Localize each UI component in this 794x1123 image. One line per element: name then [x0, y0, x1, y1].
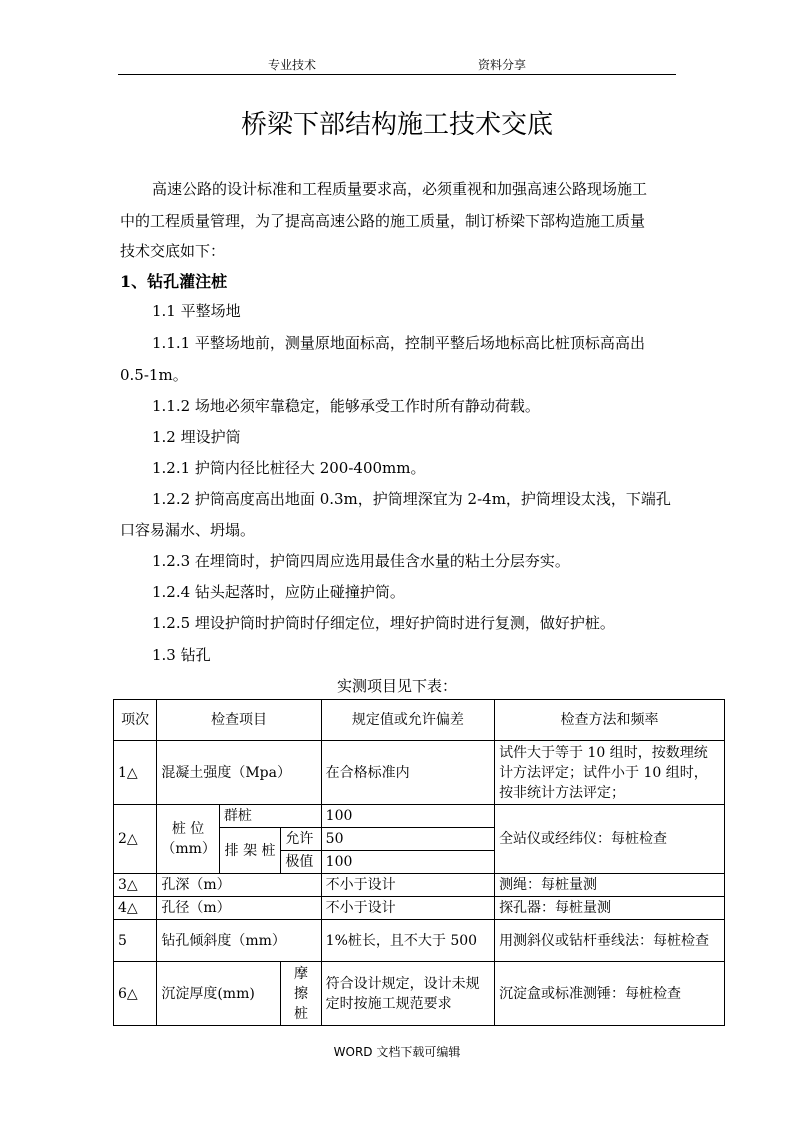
para-1-2-3: 1.2.3 在埋筒时，护筒四周应选用最佳含水量的粘土分层夯实。	[152, 552, 570, 570]
page-footer: WORD 文档下载可编辑	[333, 1045, 461, 1059]
row-item: 钻孔倾斜度（mm）	[157, 920, 321, 962]
inspection-table	[113, 699, 725, 1026]
para-1-1-1-cont: 0.5-1m。	[120, 366, 188, 384]
row-spec: 1%桩长，且不大于 500	[321, 920, 494, 962]
row-subitem: 摩 擦 桩	[281, 962, 321, 1026]
row-no: 5	[114, 920, 157, 962]
subsection-1-2: 1.2 埋设护筒	[152, 428, 241, 446]
row-method: 测绳：每桩量测	[495, 874, 725, 897]
table-row	[114, 962, 725, 1026]
table-row	[114, 874, 725, 897]
row-spec: 100	[321, 851, 494, 874]
col-header-method: 检查方法和频率	[495, 700, 725, 741]
para-1-1-2: 1.1.2 场地必须牢靠稳定，能够承受工作时所有静动荷载。	[152, 397, 540, 415]
para-1-2-2-cont: 口容易漏水、坍塌。	[120, 521, 256, 539]
para-1-2-2: 1.2.2 护筒高度高出地面 0.3m，护筒埋深宜为 2-4m，护筒埋设太浅，下端孔	[152, 490, 671, 508]
row-spec: 100	[321, 805, 494, 828]
row-spec: 50	[321, 828, 494, 851]
row-item: 混凝土强度（Mpa）	[157, 741, 321, 805]
row-method: 用测斜仪或钻杆垂线法：每桩检查	[495, 920, 725, 962]
row-no: 2△	[114, 805, 157, 874]
document-title: 桥梁下部结构施工技术交底	[240, 110, 553, 140]
para-1-2-5: 1.2.5 埋设护筒时护筒时仔细定位，埋好护筒时进行复测，做好护桩。	[152, 614, 615, 632]
row-spec: 符合设计规定，设计未规定时按施工规范要求	[321, 962, 494, 1026]
table-row	[114, 805, 725, 828]
row-no: 1△	[114, 741, 157, 805]
row-spec: 不小于设计	[321, 897, 494, 920]
row-subitem: 极值	[281, 851, 321, 874]
row-method: 试件大于等于 10 组时，按数理统计方法评定；试件小于 10 组时，按非统计方法评定；	[495, 741, 725, 805]
para-1-2-4: 1.2.4 钻头起落时，应防止碰撞护筒。	[152, 583, 405, 601]
row-spec: 在合格标准内	[321, 741, 494, 805]
row-item: 桩 位（mm）	[157, 805, 220, 874]
header-right: 资料分享	[478, 58, 527, 72]
intro-line-2: 中的工程质量管理，为了提高高速公路的施工质量，制订桥梁下部构造施工质量	[120, 212, 646, 230]
table-row	[114, 920, 725, 962]
intro-line-1: 高速公路的设计标准和工程质量要求高，必须重视和加强高速公路现场施工	[152, 180, 648, 198]
row-method: 沉淀盒或标准测锤：每桩检查	[495, 962, 725, 1026]
table-header-row	[114, 700, 725, 741]
table-row	[114, 897, 725, 920]
row-no: 4△	[114, 897, 157, 920]
row-subitem: 群桩	[219, 805, 321, 828]
row-spec: 不小于设计	[321, 874, 494, 897]
section-heading-1: 1、钻孔灌注桩	[120, 272, 228, 291]
row-item: 孔径（m）	[157, 897, 321, 920]
row-no: 3△	[114, 874, 157, 897]
row-method: 探孔器：每桩量测	[495, 897, 725, 920]
subsection-1-1: 1.1 平整场地	[152, 302, 241, 320]
row-no: 6△	[114, 962, 157, 1026]
row-subitem: 排 架 桩	[219, 828, 280, 874]
para-1-1-1: 1.1.1 平整场地前，测量原地面标高，控制平整后场地标高比桩顶标高高出	[152, 334, 645, 352]
row-subitem: 允许	[281, 828, 321, 851]
header-rule	[118, 74, 676, 75]
para-1-2-1: 1.2.1 护筒内径比桩径大 200-400mm。	[152, 459, 426, 477]
row-item: 孔深（m）	[157, 874, 321, 897]
col-header-spec: 规定值或允许偏差	[321, 700, 494, 741]
table-row	[114, 741, 725, 805]
row-item: 沉淀厚度(mm)	[157, 962, 281, 1026]
row-method: 全站仪或经纬仪：每桩检查	[495, 805, 725, 874]
table-caption: 实测项目见下表：	[336, 677, 457, 695]
col-header-item: 检查项目	[157, 700, 321, 741]
intro-line-3: 技术交底如下：	[120, 242, 226, 260]
col-header-no: 项次	[114, 700, 157, 741]
header-left: 专业技术	[268, 58, 317, 72]
subsection-1-3: 1.3 钻孔	[152, 646, 211, 664]
